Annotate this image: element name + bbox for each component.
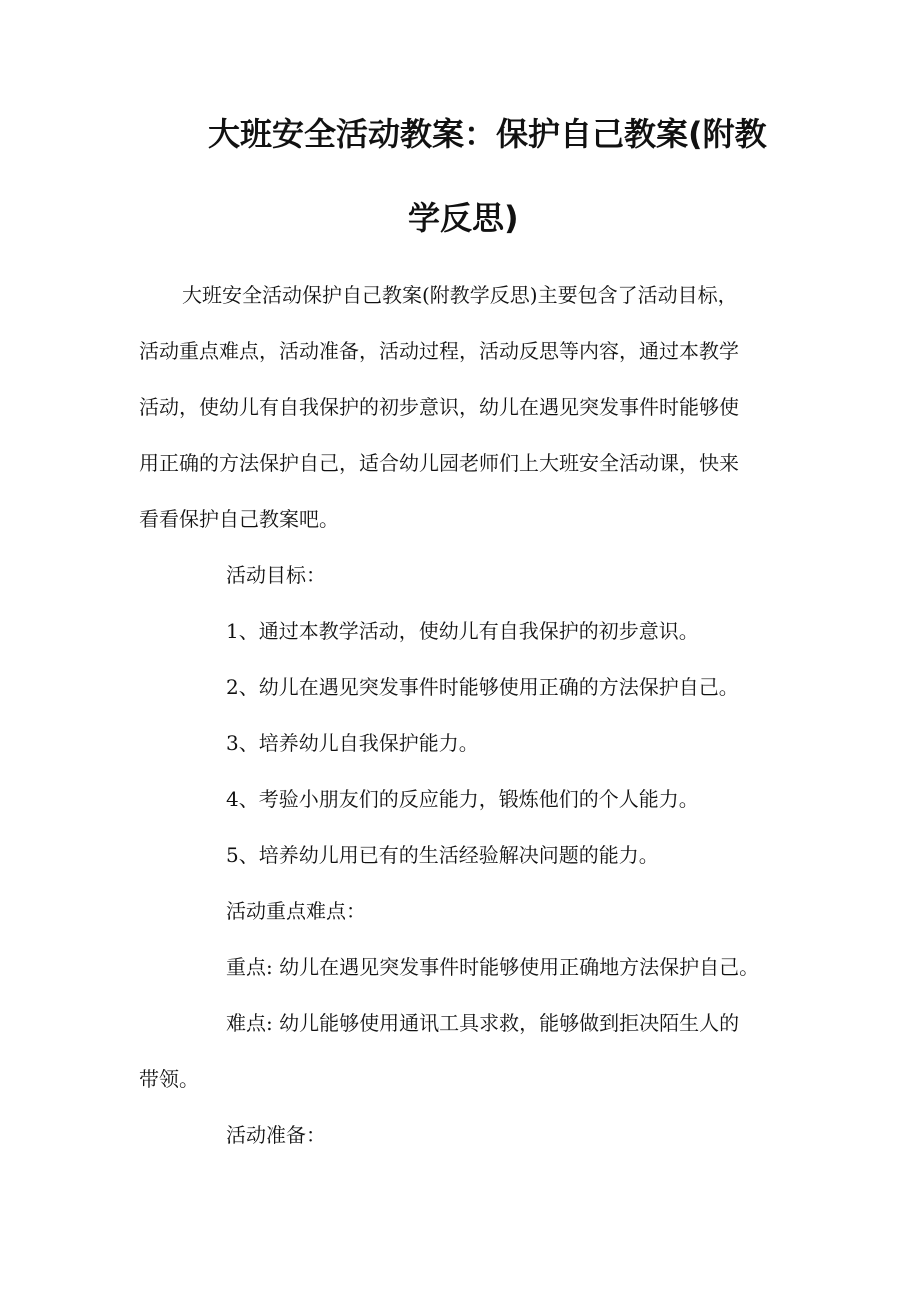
intro-line-2: 活动重点难点，活动准备，活动过程，活动反思等内容，通过本教学: [139, 339, 739, 363]
intro-line-1: 大班安全活动保护自己教案(附教学反思)主要包含了活动目标，: [182, 283, 738, 307]
goal-item-4: 4、考验小朋友们的反应能力，锻炼他们的个人能力。: [226, 787, 699, 811]
preparation-heading: 活动准备：: [226, 1123, 326, 1147]
difficulty-text-line-1: 难点: 幼儿能够使用通讯工具求救，能够做到拒决陌生人的: [226, 1011, 740, 1035]
intro-line-5: 看看保护自己教案吧。: [139, 507, 339, 531]
goal-item-2: 2、幼儿在遇见突发事件时能够使用正确的方法保护自己。: [226, 675, 739, 699]
key-points-heading: 活动重点难点：: [226, 899, 366, 923]
goal-item-1: 1、通过本教学活动，使幼儿有自我保护的初步意识。: [226, 619, 699, 643]
intro-line-3: 活动，使幼儿有自我保护的初步意识，幼儿在遇见突发事件时能够使: [139, 395, 739, 419]
intro-line-4: 用正确的方法保护自己，适合幼儿园老师们上大班安全活动课，快来: [139, 451, 739, 475]
key-point-text: 重点: 幼儿在遇见突发事件时能够使用正确地方法保护自己。: [226, 955, 760, 979]
document-title-line-2: 学反思): [408, 199, 519, 237]
goal-item-5: 5、培养幼儿用已有的生活经验解决问题的能力。: [226, 843, 659, 867]
document-title-line-1: 大班安全活动教案：保护自己教案(附教: [208, 115, 767, 153]
difficulty-text-line-2: 带领。: [139, 1067, 199, 1091]
goal-item-3: 3、培养幼儿自我保护能力。: [226, 731, 479, 755]
goals-heading: 活动目标：: [226, 563, 326, 587]
